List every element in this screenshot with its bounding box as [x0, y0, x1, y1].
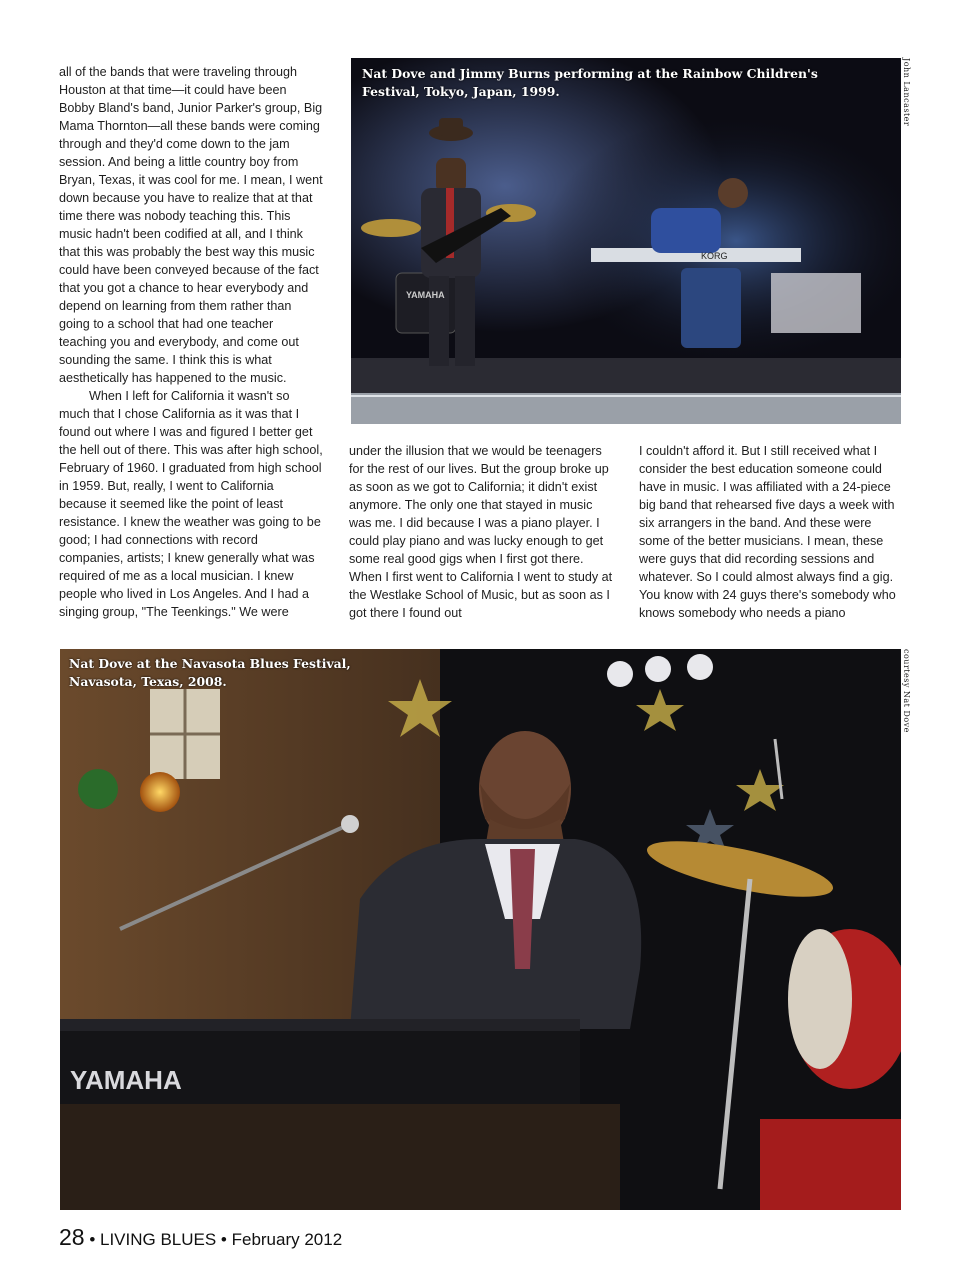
- photo-credit: courtesy Nat Dove: [902, 649, 911, 733]
- article-column-middle: [349, 442, 613, 622]
- keyboard-logo: YAMAHA: [70, 1065, 182, 1095]
- page-footer: [59, 1224, 342, 1254]
- drum-logo: YAMAHA: [406, 290, 445, 300]
- photo-credit: John Lancaster: [902, 58, 911, 127]
- article-column-right: [639, 442, 901, 622]
- article-paragraph: I couldn't afford it. But I still received what I consider the best education someone could have in music. I was affiliated with a 24-piece big band that rehearsed five days a week with six arrangers in the band. And these were some of the better musicians. I mean, these were guys that did recording sessions and whatever. So I could almost always find a gig. You know with 24 guys there's somebody who knows somebody who needs a piano: [639, 444, 896, 620]
- photo-navasota-festival: [60, 649, 901, 1210]
- article-paragraph: When I left for California it wasn't so much that I chose California as it was that I found out where I was and figured I better get the hell out of there. This was after high school, February of 1960. I graduated from high school in 1959. But, really, I went to California because it seemed like the point of least resistance. I knew the weather was going to be good; I had connections with record companies, artists; I knew generally what was required of me as a local musician. I knew people who lived in Los Angeles. And I had a singing group, "The Teenkings." We were: [59, 389, 323, 619]
- photo-rainbow-festival: [351, 58, 901, 424]
- article-paragraph: under the illusion that we would be teenagers for the rest of our lives. But the group broke up as soon as we got to California; it didn't exist anymore. The only one that stayed in music was me. I did because I was a piano player. I could play piano and was lucky enough to get some real good gigs when I first got there. When I first went to California I went to study at the Westlake School of Music, but as soon as I got there I found out: [349, 444, 613, 620]
- pianist-photo-illustration: [60, 649, 901, 1210]
- article-paragraph: all of the bands that were traveling through Houston at that time—it could have been Bobby Bland's band, Junior Parker's group, Big Mama Thornton—all these bands were coming through and they'd come down to the jam session. And being a little country boy from Bryan, Texas, it was cool for me. I mean, I went down because you have to realize that at that time there was nobody teaching this. This music hadn't been codified at all, and I think that this was probably the best way this music could have been conveyed because of the fact that you got a chance to hear everybody and depend on learning from them rather than going to a school that had one teacher teaching you and everybody, and come out sounding the same. I think this is what aesthetically has happened to the music.: [59, 65, 323, 385]
- concert-photo-illustration: [351, 58, 901, 424]
- publication-line: • LIVING BLUES • February 2012: [84, 1230, 343, 1249]
- photo-caption: Nat Dove and Jimmy Burns performing at the Rainbow Children's Festival, Tokyo, Japan, 1999.: [362, 66, 818, 99]
- photo-caption: Nat Dove at the Navasota Blues Festival, Navasota, Texas, 2008.: [69, 656, 351, 689]
- keyboard-logo: KORG: [701, 251, 728, 261]
- article-column-left: [59, 63, 323, 621]
- page-number: 28: [59, 1224, 85, 1250]
